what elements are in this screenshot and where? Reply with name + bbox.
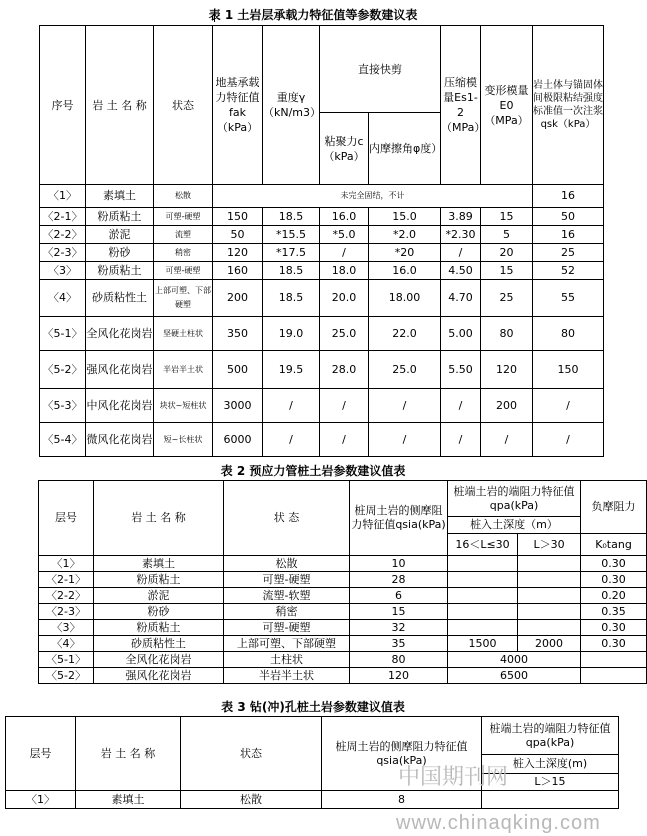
table-row (39, 556, 647, 572)
row-name: 素填土 (94, 556, 224, 572)
row-negative-friction: 0.20 (581, 588, 647, 604)
row-no: 〈3〉 (40, 262, 86, 280)
row-fak: 500 (213, 351, 263, 389)
row-no: 〈5-4〉 (40, 423, 86, 457)
row-state: 可塑-硬塑 (154, 208, 213, 226)
row-state: 半岩半土状 (224, 668, 350, 684)
row-negative-friction: 0.30 (581, 572, 647, 588)
row-state: 上部可塑、下部硬塑 (224, 636, 350, 652)
row-state: 短~长柱状 (154, 423, 213, 457)
row-fak: 3000 (213, 389, 263, 423)
row-no: 〈5-3〉 (40, 389, 86, 423)
row-qsk: 150 (533, 351, 604, 389)
row-name: 砂质粘性土 (94, 636, 224, 652)
row-friction: / (369, 423, 441, 457)
table-row (40, 185, 604, 208)
table-row (40, 262, 604, 280)
t3-header-depth-l: L＞15 (482, 774, 619, 791)
watermark-url: www.chinaqking.com (396, 812, 601, 834)
row-no: 〈1〉 (40, 185, 86, 208)
row-e0: / (481, 423, 533, 457)
row-weight: *15.5 (263, 226, 320, 244)
row-layer: 〈5-1〉 (39, 652, 94, 668)
table-row (39, 652, 647, 668)
row-end-resistance-2 (518, 620, 581, 636)
row-name: 粉砂 (86, 244, 154, 262)
row-cohesion: 18.0 (320, 262, 369, 280)
row-end-resistance-1 (448, 588, 518, 604)
row-fak: 160 (213, 262, 263, 280)
row-negative-friction (581, 652, 647, 668)
row-weight: / (263, 389, 320, 423)
t2-header-qsk: 桩周土岩的侧摩阻力特征值qsia(kPa) (350, 481, 448, 556)
row-cohesion: / (320, 244, 369, 262)
row-state: 可塑-硬塑 (224, 572, 350, 588)
t2-header-depth2: L＞30 (518, 534, 581, 556)
row-no: 〈4〉 (40, 280, 86, 317)
row-end-resistance-1 (448, 556, 518, 572)
header-cohesion: 粘聚力c（kPa） (320, 113, 369, 185)
row-state: 流塑-软塑 (224, 588, 350, 604)
row-state: 松散 (181, 791, 322, 809)
t2-header-depth: 桩入土深度（m） (448, 517, 581, 534)
row-negative-friction: 0.30 (581, 636, 647, 652)
header-friction: 内摩擦角φ度） (369, 113, 441, 185)
row-weight: 18.5 (263, 262, 320, 280)
row-side-resistance: 28 (350, 572, 448, 588)
row-layer: 〈2-2〉 (39, 588, 94, 604)
row-negative-friction (581, 668, 647, 684)
table3-title: 表 3 钻(冲)孔桩土岩参数建议值表 (221, 700, 405, 714)
table2-title: 表 2 预应力管桩土岩参数建议值表 (220, 464, 406, 478)
row-layer: 〈5-2〉 (39, 668, 94, 684)
row-es: 3.89 (441, 208, 481, 226)
table-row (40, 389, 604, 423)
row-friction: 15.0 (369, 208, 441, 226)
row-end-resistance-1 (448, 572, 518, 588)
row-cohesion: / (320, 389, 369, 423)
row-name: 全风化花岗岩 (94, 652, 224, 668)
row-end-resistance-1: 1500 (448, 636, 518, 652)
row-layer: 〈4〉 (39, 636, 94, 652)
row-side-resistance: 6 (350, 588, 448, 604)
header-e0: 变形模量E0（MPa） (481, 26, 533, 185)
row-friction: 22.0 (369, 317, 441, 351)
row-name: 强风化花岗岩 (86, 351, 154, 389)
row-no: 〈2-3〉 (40, 244, 86, 262)
row-name: 粉质粘土 (94, 572, 224, 588)
row-state: 可塑-硬塑 (154, 262, 213, 280)
table-row (40, 351, 604, 389)
table-row (6, 791, 619, 809)
row-e0: 120 (481, 351, 533, 389)
row-fak: 350 (213, 317, 263, 351)
row-weight: *17.5 (263, 244, 320, 262)
t3-header-depth: 桩入土深度(m) (482, 755, 619, 774)
row-side-resistance: 15 (350, 604, 448, 620)
header-fak: 地基承载力特征值fak（kPa） (213, 26, 263, 185)
row-fak: 50 (213, 226, 263, 244)
row-es: 5.00 (441, 317, 481, 351)
row-friction: / (369, 389, 441, 423)
table1-title: 表 1 土岩层承载力特征值等参数建议表 (208, 8, 418, 22)
row-name: 淤泥 (86, 226, 154, 244)
row-qsk: 16 (533, 226, 604, 244)
row-name: 淤泥 (94, 588, 224, 604)
row-no: 〈5-2〉 (40, 351, 86, 389)
table-row (39, 588, 647, 604)
row-es: *2.30 (441, 226, 481, 244)
row-name: 砂质粘性土 (86, 280, 154, 317)
row-state: 半岩半土状 (154, 351, 213, 389)
row-friction: 16.0 (369, 262, 441, 280)
row-name: 素填土 (86, 185, 154, 208)
row-state: 坚硬土柱状 (154, 317, 213, 351)
row-state: 松散 (224, 556, 350, 572)
row-layer: 〈2-1〉 (39, 572, 94, 588)
table-row (39, 620, 647, 636)
row-end-resistance-1 (448, 604, 518, 620)
row-name: 中风化花岗岩 (86, 389, 154, 423)
row-fak: 6000 (213, 423, 263, 457)
row-side-resistance: 35 (350, 636, 448, 652)
row-qsk: 55 (533, 280, 604, 317)
row-e0: 20 (481, 244, 533, 262)
row-layer: 〈1〉 (39, 556, 94, 572)
row-name: 粉质粘土 (86, 262, 154, 280)
row-cohesion: 16.0 (320, 208, 369, 226)
row-state: 稍密 (154, 244, 213, 262)
row-side-resistance: 120 (350, 668, 448, 684)
row-e0: 25 (481, 280, 533, 317)
row-weight: 19.0 (263, 317, 320, 351)
row-e0: 5 (481, 226, 533, 244)
row-es: 4.50 (441, 262, 481, 280)
row-name: 微风化花岗岩 (86, 423, 154, 457)
row-layer: 〈3〉 (39, 620, 94, 636)
row-end-resistance (482, 791, 619, 809)
row-end-resistance-2 (518, 556, 581, 572)
row-cohesion: 20.0 (320, 280, 369, 317)
row-friction: *2.0 (369, 226, 441, 244)
row-fak: 200 (213, 280, 263, 317)
table-row (39, 636, 647, 652)
row-friction: *20 (369, 244, 441, 262)
row-qsk: 25 (533, 244, 604, 262)
t3-header-qsk: 桩周土岩的侧摩阻力特征值qsia(kPa) (322, 717, 482, 791)
row-fak: 150 (213, 208, 263, 226)
row-state: 流塑 (154, 226, 213, 244)
row-no: 〈2-1〉 (40, 208, 86, 226)
table1 (39, 25, 604, 457)
row-cohesion: 25.0 (320, 317, 369, 351)
row-state: 稍密 (224, 604, 350, 620)
row-cohesion: / (320, 423, 369, 457)
t2-header-negative: 负摩阻力 (581, 481, 647, 534)
row-fak: 120 (213, 244, 263, 262)
row-end-resistance-2 (518, 572, 581, 588)
header-name: 岩 土 名 称 (86, 26, 154, 185)
row-state: 块状~短柱状 (154, 389, 213, 423)
row-qsk: 16 (533, 185, 604, 208)
row-negative-friction: 0.30 (581, 620, 647, 636)
row-state: 土柱状 (224, 652, 350, 668)
table-row (39, 572, 647, 588)
row-qsk: 50 (533, 208, 604, 226)
row-end-resistance-2: 2000 (518, 636, 581, 652)
header-direct-shear: 直接快剪 (320, 26, 441, 113)
row-weight: / (263, 423, 320, 457)
row-es: 4.70 (441, 280, 481, 317)
row-es: / (441, 244, 481, 262)
row-end-resistance: 6500 (448, 668, 581, 684)
table-row (40, 226, 604, 244)
row-name: 粉砂 (94, 604, 224, 620)
t2-header-layer: 层号 (39, 481, 94, 556)
table-row (40, 208, 604, 226)
row-side-resistance: 8 (322, 791, 482, 809)
row-weight: 19.5 (263, 351, 320, 389)
t2-header-depth1: 16＜L≤30 (448, 534, 518, 556)
table3 (5, 716, 619, 809)
row-es: / (441, 423, 481, 457)
row-state: 松散 (154, 185, 213, 208)
row-layer: 〈1〉 (6, 791, 76, 809)
row-e0: 15 (481, 262, 533, 280)
row-es: 5.50 (441, 351, 481, 389)
row-name: 粉质粘土 (94, 620, 224, 636)
row-end-resistance-1 (448, 620, 518, 636)
header-qsk: 岩土体与锚固体间极限粘结强度标准值一次注浆qsk（kPa） (533, 26, 604, 185)
t2-header-name: 岩 土 名 称 (94, 481, 224, 556)
row-e0: 15 (481, 208, 533, 226)
t2-header-qpk: 桩端土岩的端阻力特征值qpa(kPa) (448, 481, 581, 517)
table-row (40, 317, 604, 351)
row-e0: 80 (481, 317, 533, 351)
row-cohesion: 28.0 (320, 351, 369, 389)
row-qsk: 80 (533, 317, 604, 351)
row-name: 素填土 (76, 791, 181, 809)
t3-header-qpk: 桩端土岩的端阻力特征值qpa(kPa) (482, 717, 619, 755)
t2-header-k: K₀tang (581, 534, 647, 556)
t3-header-layer: 层号 (6, 717, 76, 791)
row-state: 上部可塑、下部硬塑 (154, 280, 213, 317)
row-end-resistance: 4000 (448, 652, 581, 668)
row-name: 强风化花岗岩 (94, 668, 224, 684)
row-cohesion: *5.0 (320, 226, 369, 244)
table-row (40, 244, 604, 262)
row-name: 全风化花岗岩 (86, 317, 154, 351)
row-side-resistance: 32 (350, 620, 448, 636)
t3-header-state: 状态 (181, 717, 322, 791)
row-side-resistance: 80 (350, 652, 448, 668)
row-no: 〈5-1〉 (40, 317, 86, 351)
t2-header-state: 状 态 (224, 481, 350, 556)
header-no: 序号 (40, 26, 86, 185)
row-qsk: / (533, 389, 604, 423)
row-state: 可塑-硬塑 (224, 620, 350, 636)
t3-header-name: 岩 土 名 称 (76, 717, 181, 791)
row-negative-friction: 0.30 (581, 556, 647, 572)
row-negative-friction: 0.35 (581, 604, 647, 620)
table-row (39, 604, 647, 620)
row-friction: 18.00 (369, 280, 441, 317)
row-end-resistance-2 (518, 588, 581, 604)
row-no: 〈2-2〉 (40, 226, 86, 244)
table-row (39, 668, 647, 684)
row-weight: 18.5 (263, 208, 320, 226)
row-merged-note: 未完全固结，不计 (213, 185, 533, 208)
row-side-resistance: 10 (350, 556, 448, 572)
row-friction: 25.0 (369, 351, 441, 389)
row-name: 粉质粘土 (86, 208, 154, 226)
row-qsk: 52 (533, 262, 604, 280)
row-layer: 〈2-3〉 (39, 604, 94, 620)
table2 (38, 480, 647, 684)
row-e0: 200 (481, 389, 533, 423)
table-row (40, 280, 604, 317)
table-row (40, 423, 604, 457)
header-weight: 重度γ（kN/m3） (263, 26, 320, 185)
header-state: 状态 (154, 26, 213, 185)
watermark-cn: 中国期刊网 (398, 764, 509, 789)
header-es: 压缩模量Es1-2（MPa） (441, 26, 481, 185)
row-weight: 18.5 (263, 280, 320, 317)
row-es: / (441, 389, 481, 423)
row-qsk: / (533, 423, 604, 457)
row-end-resistance-2 (518, 604, 581, 620)
